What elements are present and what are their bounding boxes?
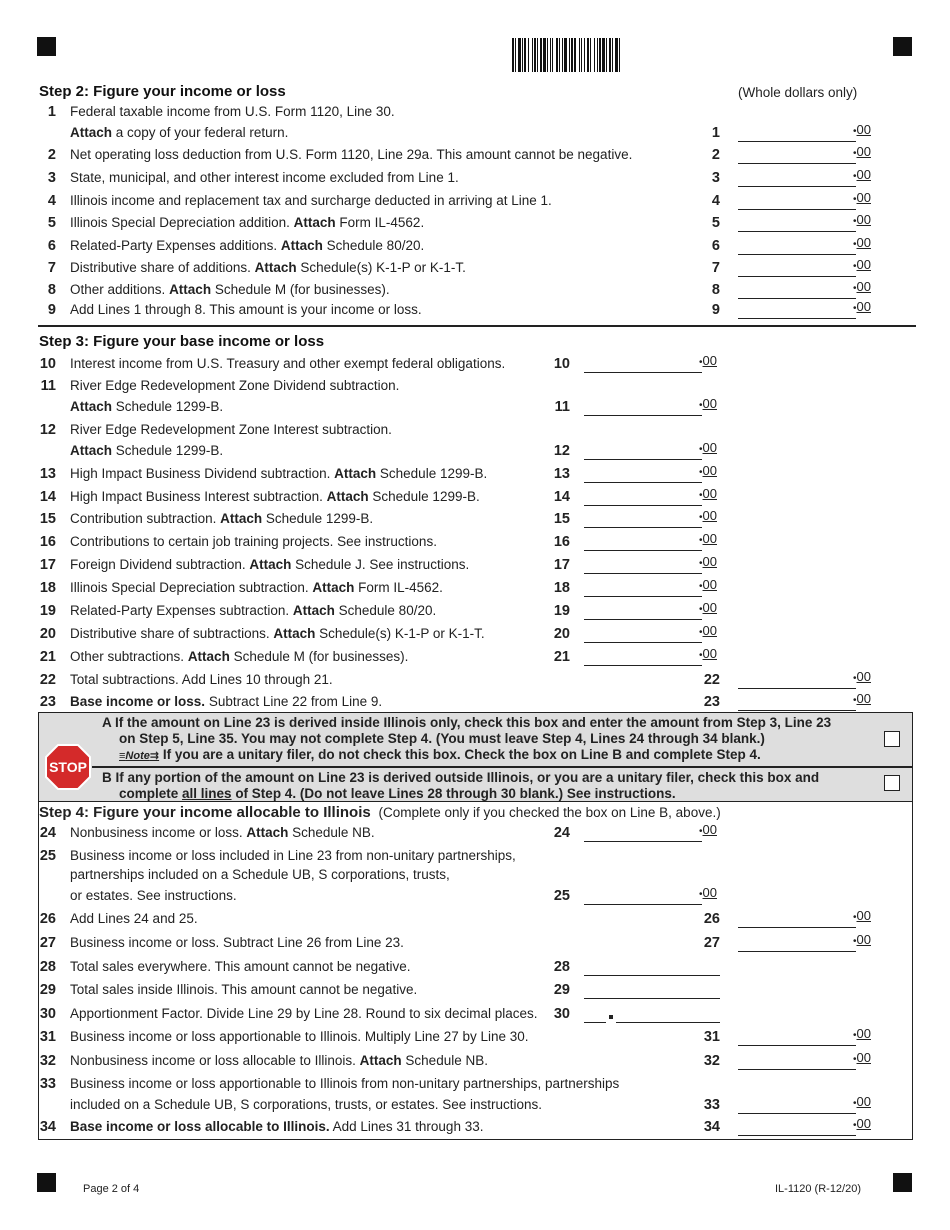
step4-title: Step 4: Figure your income allocable to Illinois [39, 804, 371, 821]
line-34-cents: • 00 [853, 1116, 871, 1131]
line-number: 19 [39, 603, 56, 619]
line-description-text: Schedule 1299-B. [376, 466, 488, 481]
attach-label: Attach [220, 511, 263, 526]
line-26-field[interactable] [738, 913, 856, 928]
step3-title: Step 3: Figure your base income or loss [39, 333, 325, 350]
line-description: State, municipal, and other interest income excluded from Line 1. [70, 170, 459, 185]
line-description-text: Foreign Dividend subtraction. [70, 557, 250, 572]
line-ref-number: 23 [703, 694, 720, 710]
line-description-text: Illinois Special Depreciation subtraction. [70, 580, 313, 595]
line-number: 31 [39, 1029, 56, 1045]
line-7-field[interactable] [738, 262, 856, 277]
attach-label: Attach [187, 649, 230, 664]
line-number: 1 [47, 104, 56, 120]
attach-label: Attach [293, 215, 336, 230]
line-description: River Edge Redevelopment Zone Dividend subtraction. [70, 378, 400, 393]
line-number: 34 [39, 1119, 56, 1135]
step2-divider [38, 325, 916, 327]
line-ref-number: 33 [703, 1097, 720, 1113]
line-16-field[interactable] [584, 536, 702, 551]
line-number: 9 [47, 302, 56, 318]
line-15-cents: • 00 [699, 508, 717, 523]
attach-label: Attach [246, 825, 289, 840]
line-29-field[interactable] [584, 984, 720, 999]
line-14-field[interactable] [584, 491, 702, 506]
line-number: 29 [39, 982, 56, 998]
line-21-field[interactable] [584, 651, 702, 666]
line-description [70, 1119, 483, 1134]
step2-title: Step 2: Figure your income or loss [39, 83, 286, 100]
line-description [70, 580, 443, 595]
line-number: 3 [47, 170, 56, 186]
line-description-text: Related-Party Expenses subtraction. [70, 603, 293, 618]
line-9-cents: • 00 [853, 299, 871, 314]
line-12-field[interactable] [584, 445, 702, 460]
line-description [70, 557, 469, 572]
line-description-text: Schedule(s) K-1-P or K-1-T. [296, 260, 466, 275]
line-ref-number: 13 [553, 466, 570, 482]
line-19-cents: • 00 [699, 600, 717, 615]
line-description-text: Nonbusiness income or loss. [70, 825, 247, 840]
stop-sign-icon [44, 743, 92, 791]
barcode-bar [620, 38, 621, 72]
attach-label: Attach [334, 466, 377, 481]
line-ref-number: 3 [711, 170, 720, 186]
line-30-decimal-field[interactable] [616, 1008, 720, 1023]
line-ref-number: 17 [553, 557, 570, 573]
line-number: 16 [39, 534, 56, 550]
line-ref-number: 22 [703, 672, 720, 688]
line-2-cents: • 00 [853, 144, 871, 159]
line-number: 28 [39, 959, 56, 975]
attach-label: Attach [249, 557, 292, 572]
line-11-field[interactable] [584, 401, 702, 416]
line-ref-number: 28 [553, 959, 570, 975]
line-description: partnerships included on a Schedule UB, S corporations, trusts, [70, 867, 450, 882]
line-ref-number: 15 [553, 511, 570, 527]
line-number: 33 [39, 1076, 56, 1092]
line-5-cents: • 00 [853, 212, 871, 227]
line-description [70, 489, 480, 504]
stop-a-line3 [119, 747, 761, 762]
line-18-cents: • 00 [699, 577, 717, 592]
line-description: Add Lines 1 through 8. This amount is your income or loss. [70, 302, 422, 317]
line-description: Business income or loss. Subtract Line 26 from Line 23. [70, 935, 404, 950]
line-number: 8 [47, 282, 56, 298]
line-ref-number: 11 [554, 399, 570, 415]
line-19-field[interactable] [584, 605, 702, 620]
line-23-cents: • 00 [853, 691, 871, 706]
checkbox-line-a[interactable] [884, 731, 900, 747]
line-description: included on a Schedule UB, S corporations, trusts, or estates. See instructions. [70, 1097, 542, 1112]
line-27-cents: • 00 [853, 932, 871, 947]
line-description [70, 399, 223, 414]
line-description-text: Schedule J. See instructions. [291, 557, 470, 572]
line-number: 11 [40, 378, 56, 394]
line-description: Interest income from U.S. Treasury and other exempt federal obligations. [70, 356, 506, 371]
stop-a-line2: on Step 5, Line 35. You may not complete Step 4. (You must leave Step 4, Lines 24 through 34 blank.) [119, 731, 765, 746]
line-description-text: Schedule 1299-B. [112, 399, 224, 414]
registration-mark-bottom-left [37, 1173, 56, 1192]
line-number: 10 [39, 356, 56, 372]
line-17-field[interactable] [584, 559, 702, 574]
line-description: Contributions to certain job training projects. See instructions. [70, 534, 437, 549]
step4-subtitle: (Complete only if you checked the box on Line B, above.) [378, 805, 721, 820]
line-description-text: Illinois Special Depreciation addition. [70, 215, 294, 230]
line-description-text: Schedule NB. [401, 1053, 488, 1068]
line-description: Federal taxable income from U.S. Form 1120, Line 30. [70, 104, 395, 119]
line-22-field[interactable] [738, 674, 856, 689]
line-number: 26 [39, 911, 56, 927]
attach-label: Attach [254, 260, 297, 275]
line-description-text: Nonbusiness income or loss allocable to Illinois. [70, 1053, 360, 1068]
line-34-field[interactable] [738, 1121, 856, 1136]
line-description-text: Subtract Line 22 from Line 9. [205, 694, 383, 709]
page-number: Page 2 of 4 [83, 1183, 140, 1195]
line-4-cents: • 00 [853, 190, 871, 205]
line-20-field[interactable] [584, 628, 702, 643]
line-27-field[interactable] [738, 937, 856, 952]
line-description: Total sales everywhere. This amount cannot be negative. [70, 959, 411, 974]
line-number: 22 [39, 672, 56, 688]
line-3-cents: • 00 [853, 167, 871, 182]
line-number: 7 [47, 260, 56, 276]
line-32-cents: • 00 [853, 1050, 871, 1065]
line-description: Apportionment Factor. Divide Line 29 by Line 28. Round to six decimal places. [70, 1006, 538, 1021]
line-description [70, 1053, 488, 1068]
line-28-field[interactable] [584, 961, 720, 976]
attach-label: Attach [312, 580, 355, 595]
line-15-field[interactable] [584, 513, 702, 528]
line-2-field[interactable] [738, 149, 856, 164]
line-number: 18 [39, 580, 56, 596]
line-ref-number: 21 [553, 649, 570, 665]
line-description-text: High Impact Business Dividend subtraction. [70, 466, 335, 481]
attach-label: Attach [169, 282, 212, 297]
line-description: or estates. See instructions. [70, 888, 237, 903]
line-description-text: Schedule 1299-B. [368, 489, 480, 504]
line-description-text: a copy of your federal return. [112, 125, 289, 140]
line-number: 32 [39, 1053, 56, 1069]
line-17-cents: • 00 [699, 554, 717, 569]
line-ref-number: 5 [711, 215, 720, 231]
stop-sign-label: STOP [49, 759, 87, 775]
line-description [70, 511, 373, 526]
line-25-field[interactable] [584, 890, 702, 905]
line-description-text: Form IL-4562. [335, 215, 425, 230]
line-1-cents: • 00 [853, 122, 871, 137]
form-id: IL-1120 (R-12/20) [775, 1183, 862, 1195]
line-number: 2 [47, 147, 56, 163]
line-1-field[interactable] [738, 127, 856, 142]
stop-b-line1: B If any portion of the amount on Line 23 is derived outside Illinois, or you are a unitary filer, check this box and [102, 770, 820, 785]
line-ref-number: 32 [703, 1053, 720, 1069]
line-ref-number: 18 [553, 580, 570, 596]
line-4-field[interactable] [738, 195, 856, 210]
line-description [70, 603, 436, 618]
line-8-field[interactable] [738, 284, 856, 299]
line-13-cents: • 00 [699, 463, 717, 478]
line-number: 24 [39, 825, 56, 841]
line-description-text: Schedule 80/20. [322, 238, 425, 253]
line-description [70, 260, 466, 275]
line-description [70, 282, 390, 297]
attach-label: Attach [359, 1053, 402, 1068]
line-7-cents: • 00 [853, 257, 871, 272]
line-10-cents: • 00 [699, 353, 717, 368]
line-description-text: Distributive share of subtractions. [70, 626, 274, 641]
line-ref-number: 30 [553, 1006, 570, 1022]
attach-label: Attach [292, 603, 335, 618]
barcode [512, 38, 708, 72]
attach-label: Attach [70, 443, 113, 458]
line-description-text: Schedule 1299-B. [112, 443, 224, 458]
line-11-cents: • 00 [699, 396, 717, 411]
line-33-cents: • 00 [853, 1094, 871, 1109]
stop-box-divider [92, 766, 913, 768]
line-description-text: High Impact Business Interest subtraction. [70, 489, 327, 504]
line-6-cents: • 00 [853, 235, 871, 250]
line-ref-number: 16 [553, 534, 570, 550]
line-33-field[interactable] [738, 1099, 856, 1114]
line-description-text: Schedule(s) K-1-P or K-1-T. [315, 626, 485, 641]
line-description [70, 125, 288, 140]
line-number: 17 [39, 557, 56, 573]
line-23-field[interactable] [738, 696, 856, 711]
line-description-bold: Base income or loss. [70, 694, 206, 709]
line-number: 14 [39, 489, 56, 505]
line-description: Net operating loss deduction from U.S. Form 1120, Line 29a. This amount cannot be negative. [70, 147, 633, 162]
line-description-text: Schedule M (for businesses). [229, 649, 409, 664]
line-description-text: Other additions. [70, 282, 170, 297]
line-ref-number: 19 [553, 603, 570, 619]
line-number: 30 [39, 1006, 56, 1022]
line-ref-number: 7 [711, 260, 720, 276]
line-12-cents: • 00 [699, 440, 717, 455]
line-description: Business income or loss included in Line 23 from non-unitary partnerships, [70, 848, 516, 863]
line-description: Business income or loss apportionable to Illinois. Multiply Line 27 by Line 30. [70, 1029, 529, 1044]
line-ref-number: 26 [703, 911, 720, 927]
line-ref-number: 20 [553, 626, 570, 642]
line-ref-number: 10 [553, 356, 570, 372]
line-ref-number: 4 [711, 193, 720, 209]
line-description [70, 443, 223, 458]
checkbox-line-b[interactable] [884, 775, 900, 791]
line-number: 25 [39, 848, 56, 864]
line-description [70, 649, 408, 664]
line-ref-number: 27 [703, 935, 720, 951]
line-30-integer-field[interactable] [584, 1008, 606, 1023]
line-description-text: Distributive share of additions. [70, 260, 255, 275]
line-18-field[interactable] [584, 582, 702, 597]
line-6-field[interactable] [738, 240, 856, 255]
line-ref-number: 2 [711, 147, 720, 163]
line-ref-number: 9 [711, 302, 720, 318]
line-description [70, 238, 424, 253]
registration-mark-bottom-right [893, 1173, 912, 1192]
line-description [70, 215, 424, 230]
line-number: 15 [39, 511, 56, 527]
line-ref-number: 29 [553, 982, 570, 998]
line-description [70, 466, 487, 481]
line-number: 23 [39, 694, 56, 710]
line-description: Total subtractions. Add Lines 10 through 21. [70, 672, 333, 687]
line-description-text: Add Lines 31 through 33. [329, 1119, 484, 1134]
line-21-cents: • 00 [699, 646, 717, 661]
line-description-text: Other subtractions. [70, 649, 188, 664]
line-ref-number: 14 [553, 489, 570, 505]
line-8-cents: • 00 [853, 279, 871, 294]
line-number: 6 [47, 238, 56, 254]
line-number: 27 [39, 935, 56, 951]
line-ref-number: 12 [553, 443, 570, 459]
attach-label: Attach [70, 125, 113, 140]
attach-label: Attach [280, 238, 323, 253]
attach-label: Attach [70, 399, 113, 414]
line-description [70, 626, 485, 641]
line-16-cents: • 00 [699, 531, 717, 546]
line-5-field[interactable] [738, 217, 856, 232]
line-description-text: Contribution subtraction. [70, 511, 221, 526]
line-description-text: Schedule NB. [288, 825, 375, 840]
whole-dollars-note: (Whole dollars only) [738, 85, 858, 100]
line-31-field[interactable] [738, 1031, 856, 1046]
line-number: 21 [39, 649, 56, 665]
line-description: River Edge Redevelopment Zone Interest subtraction. [70, 422, 392, 437]
attach-label: Attach [326, 489, 369, 504]
line-13-field[interactable] [584, 468, 702, 483]
line-description-text: Schedule M (for businesses). [211, 282, 390, 297]
line-ref-number: 34 [703, 1119, 720, 1135]
line-description-text: Schedule 1299-B. [262, 511, 374, 526]
line-description: Business income or loss apportionable to Illinois from non-unitary partnerships, partnerships [70, 1076, 620, 1091]
line-number: 4 [47, 193, 56, 209]
line-22-cents: • 00 [853, 669, 871, 684]
line-3-field[interactable] [738, 172, 856, 187]
registration-mark-top-right [893, 37, 912, 56]
line-ref-number: 8 [711, 282, 720, 298]
line-14-cents: • 00 [699, 486, 717, 501]
line-number: 13 [39, 466, 56, 482]
line-description [70, 694, 382, 709]
line-description-text: Form IL-4562. [354, 580, 443, 595]
line-description [70, 825, 375, 840]
line-description-bold: Base income or loss allocable to Illinois. [70, 1119, 330, 1134]
line-description-text: Related-Party Expenses additions. [70, 238, 281, 253]
line-description: Add Lines 24 and 25. [70, 911, 198, 926]
line-9-field[interactable] [738, 304, 856, 319]
line-26-cents: • 00 [853, 908, 871, 923]
line-description: Illinois income and replacement tax and surcharge deducted in arriving at Line 1. [70, 193, 552, 208]
line-ref-number: 1 [711, 125, 720, 141]
stop-b-line2: complete all lines of Step 4. (Do not leave Lines 28 through 30 blank.) See instructions. [119, 786, 676, 801]
line-description: Total sales inside Illinois. This amount cannot be negative. [70, 982, 418, 997]
line-ref-number: 25 [553, 888, 570, 904]
line-32-field[interactable] [738, 1055, 856, 1070]
line-31-cents: • 00 [853, 1026, 871, 1041]
stop-a-line1: A If the amount on Line 23 is derived inside Illinois only, check this box and enter the amount from Step 3, Line 23 [102, 715, 832, 730]
line-25-cents: • 00 [699, 885, 717, 900]
note-text: If you are a unitary filer, do not check this box. Check the box on Line B and complete Step 4. [162, 747, 761, 762]
line-20-cents: • 00 [699, 623, 717, 638]
line-number: 20 [39, 626, 56, 642]
decimal-point [609, 1015, 613, 1019]
line-ref-number: 31 [703, 1029, 720, 1045]
line-24-cents: • 00 [699, 822, 717, 837]
attach-label: Attach [273, 626, 316, 641]
step4-heading [39, 804, 721, 821]
line-description-text: Schedule 80/20. [334, 603, 437, 618]
registration-mark-top-left [37, 37, 56, 56]
line-24-field[interactable] [584, 827, 702, 842]
line-ref-number: 24 [553, 825, 570, 841]
line-ref-number: 6 [711, 238, 720, 254]
note-label: ≡Note⇉ [119, 750, 160, 762]
line-number: 5 [47, 215, 56, 231]
line-10-field[interactable] [584, 358, 702, 373]
line-number: 12 [39, 422, 56, 438]
